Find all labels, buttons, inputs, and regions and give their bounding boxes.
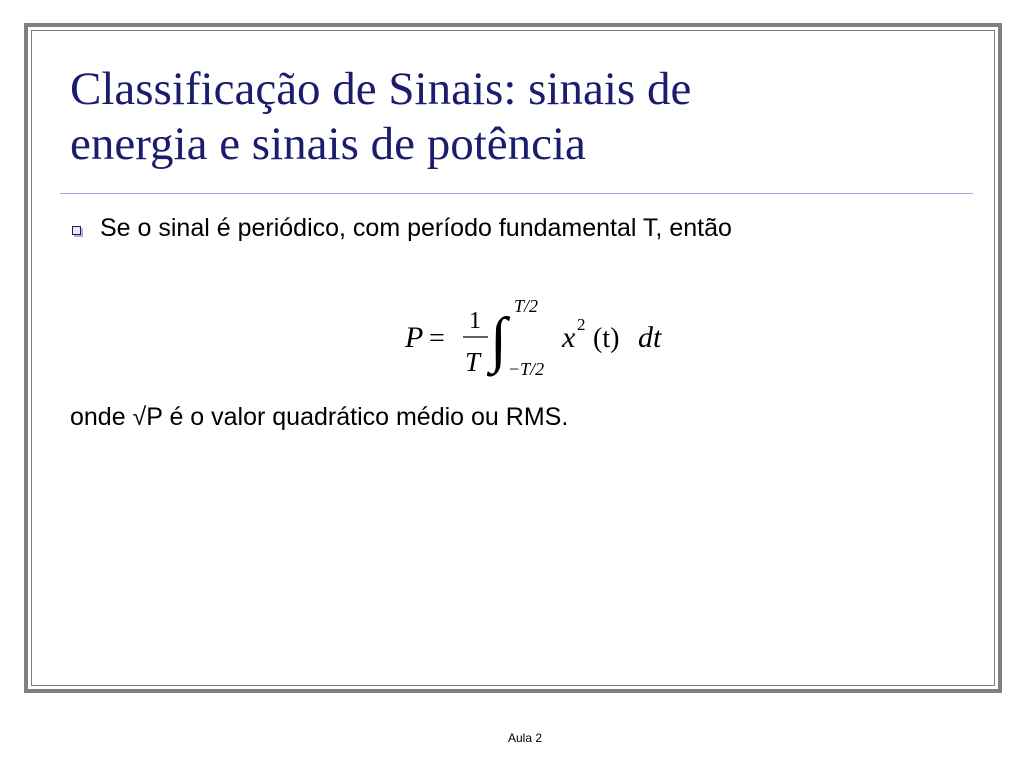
square-bullet-icon <box>72 226 81 235</box>
power-formula <box>400 290 680 382</box>
formula-lower-limit: −T/2 <box>508 359 545 379</box>
formula-argument: (t) <box>593 323 620 354</box>
rms-note: onde √P é o valor quadrático médio ou RMS. <box>70 403 569 431</box>
formula-equals: = <box>429 323 445 354</box>
formula-integrand-var: x <box>562 321 576 354</box>
title-divider <box>60 193 973 194</box>
slide-title-line2: energia e sinais de potência <box>70 118 586 170</box>
footer-label: Aula 2 <box>507 731 543 745</box>
formula-lhs: P <box>405 321 424 354</box>
bullet-text: Se o sinal é periódico, com período fundamental T, então <box>100 214 732 242</box>
integral-sign: ∫ <box>490 306 507 374</box>
formula-denominator: T <box>465 347 481 377</box>
slide-footer <box>0 731 1024 745</box>
formula-numerator: 1 <box>469 308 481 334</box>
formula-upper-limit: T/2 <box>514 296 539 316</box>
formula-differential: dt <box>638 321 662 354</box>
slide-title <box>70 62 970 172</box>
slide-title-line1: Classificação de Sinais: sinais de <box>70 63 692 115</box>
bullet-item <box>72 214 732 243</box>
formula-exponent: 2 <box>577 315 586 334</box>
